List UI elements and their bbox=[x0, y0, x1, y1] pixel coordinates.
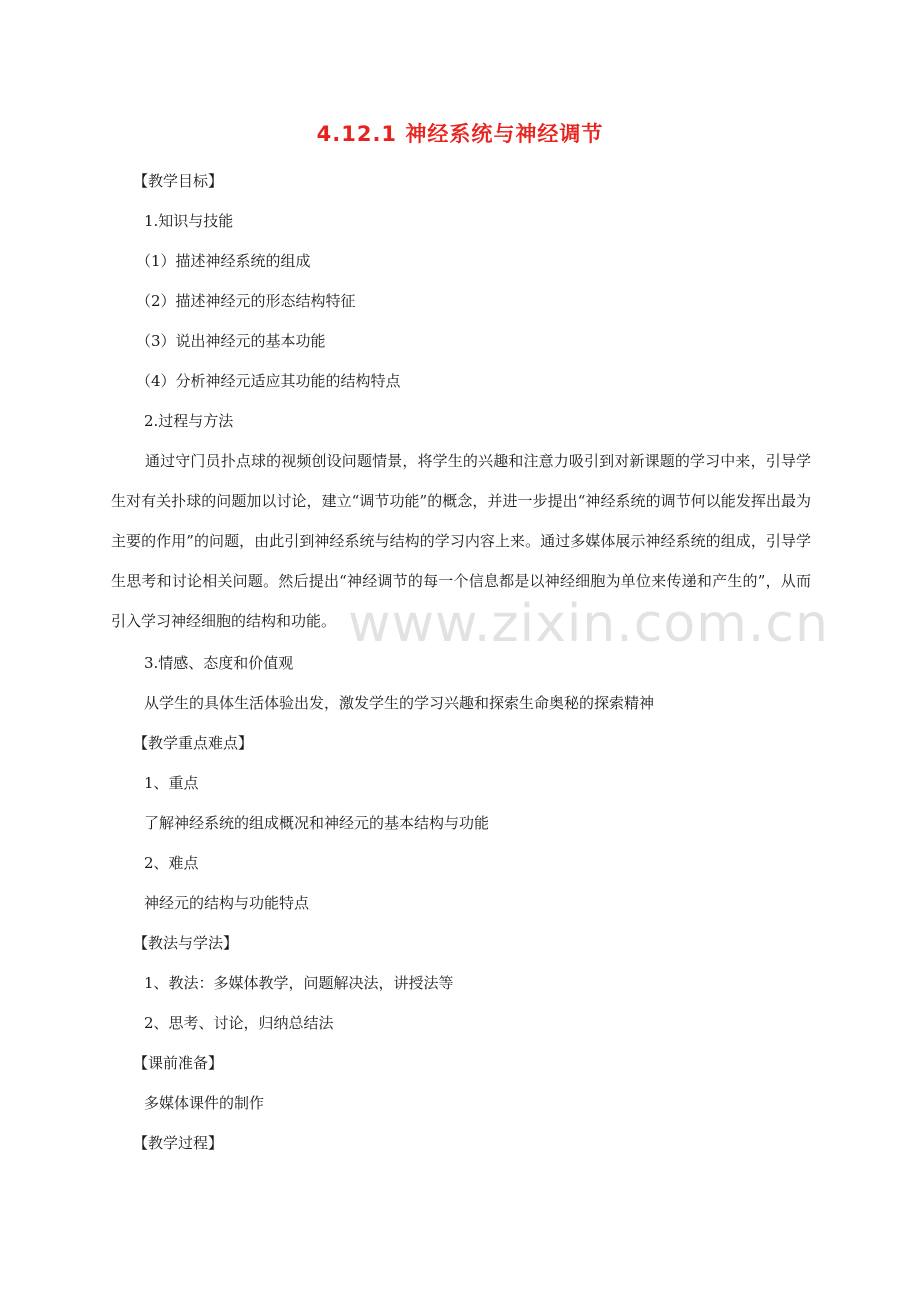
subsection-header-skills: 1.知识与技能 bbox=[144, 212, 234, 230]
paragraph-key-point: 了解神经系统的组成概况和神经元的基本结构与功能 bbox=[144, 814, 490, 832]
paragraph-preparation: 多媒体课件的制作 bbox=[144, 1094, 265, 1112]
paragraph-process: 通过守门员扑点球的视频创设问题情景，将学生的兴趣和注意力吸引到对新课题的学习中来，引导学生对有关扑球的问题加以讨论，建立“调节功能”的概念，并进一步提出“神经系统的调节何以能发挥出最为主要的作用”的问题，由此引到神经系统与结构的学习内容上来。通过多媒体展示神经系统的组成，引导学生思考和讨论相关问题。然后提出“神经调节的每一个信息都是以神经细胞为单位来传递和产生的”，从而引入学习神经细胞的结构和功能。 bbox=[111, 452, 811, 630]
document-title: 4.12.1 神经系统与神经调节 bbox=[316, 122, 604, 146]
watermark: www.zixin.com.cn bbox=[348, 594, 829, 654]
list-item-skill-3: （3）说出神经元的基本功能 bbox=[136, 332, 326, 350]
list-item-skill-1: （1）描述神经系统的组成 bbox=[136, 252, 311, 270]
subsection-header-emotion: 3.情感、态度和价值观 bbox=[144, 654, 294, 672]
subsection-header-process: 2.过程与方法 bbox=[144, 412, 234, 430]
section-header-teaching-process: 【教学过程】 bbox=[133, 1134, 224, 1152]
list-item-method-1: 1、教法：多媒体教学，问题解决法，讲授法等 bbox=[144, 974, 454, 992]
list-item-skill-2: （2）描述神经元的形态结构特征 bbox=[136, 292, 356, 310]
section-header-methods: 【教法与学法】 bbox=[133, 934, 239, 952]
section-header-key-points: 【教学重点难点】 bbox=[133, 734, 254, 752]
label-key-point: 1、重点 bbox=[144, 774, 199, 792]
section-header-preparation: 【课前准备】 bbox=[133, 1054, 224, 1072]
list-item-method-2: 2、思考、讨论，归纳总结法 bbox=[144, 1014, 334, 1032]
paragraph-difficult-point: 神经元的结构与功能特点 bbox=[144, 894, 310, 912]
section-header-goals: 【教学目标】 bbox=[133, 172, 224, 190]
label-difficult-point: 2、难点 bbox=[144, 854, 199, 872]
list-item-skill-4: （4）分析神经元适应其功能的结构特点 bbox=[136, 372, 401, 390]
paragraph-emotion: 从学生的具体生活体验出发，激发学生的学习兴趣和探索生命奥秘的探索精神 bbox=[144, 694, 655, 712]
